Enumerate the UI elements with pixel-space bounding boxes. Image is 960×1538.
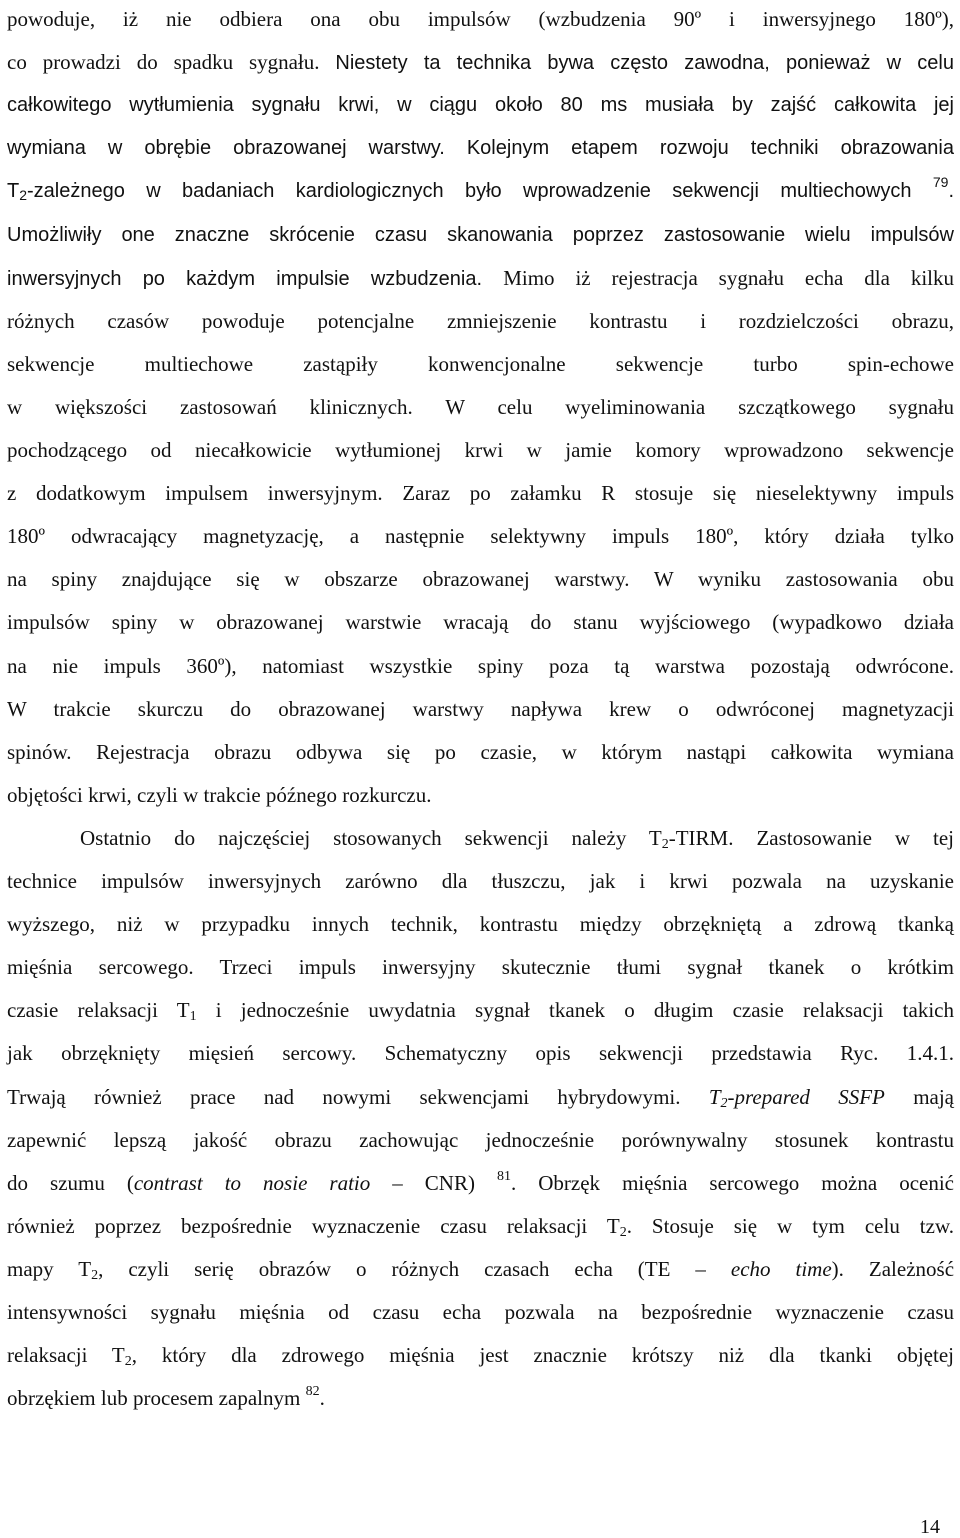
subscript: 2 [91, 1267, 99, 1283]
text-run: jak obrzęknięty mięsień sercowy. Schematyczny opis sekwencji przedstawia Ryc. 1.4.1. [7, 1041, 954, 1066]
text-run: mapy T [7, 1256, 92, 1281]
text-line [7, 609, 954, 649]
subscript: 2 [19, 187, 28, 204]
text-line [7, 739, 954, 779]
subscript: 2 [619, 1224, 627, 1240]
text-run: echo time [730, 1256, 832, 1281]
text-line [7, 1084, 954, 1124]
text-run: – CNR) [370, 1170, 497, 1195]
text-run: różnych czasów powoduje potencjalne zmniejszenie kontrastu i rozdzielczości obrazu, [7, 308, 954, 333]
text-run: sekwencje multiechowe zastąpiły konwencjonalne sekwencje turbo spin-echowe [7, 351, 954, 376]
text-line [7, 308, 954, 348]
text-run: . Stosuje się w tym celu tzw. [626, 1213, 954, 1238]
text-line [7, 6, 954, 46]
citation-superscript: 79 [932, 174, 949, 191]
subscript: 2 [661, 836, 669, 852]
text-run: -prepared SSFP [727, 1084, 885, 1109]
text-run: inwersyjnych po każdym impulsie wzbudzenia. [7, 267, 504, 290]
text-line [7, 92, 954, 132]
text-line [7, 222, 954, 262]
text-line [7, 480, 954, 520]
text-run: technice impulsów inwersyjnych zarówno dla tłuszczu, jak i krwi pozwala na uzyskanie [7, 869, 954, 893]
text-line [7, 1040, 954, 1080]
text-run: Niestety ta technika bywa często zawodna, ponieważ w celu [335, 52, 954, 75]
text-run: całkowitego wytłumienia sygnału krwi, w ciągu około 80 ms musiała by zajść całkowita jej [7, 94, 954, 117]
text-run: pochodzącego od niecałkowicie wytłumionej krwi w jamie komory wprowadzono sekwencje [7, 438, 954, 462]
subscript: 1 [189, 1009, 197, 1025]
text-run: T [7, 180, 20, 203]
text-line [7, 1127, 954, 1167]
text-run: intensywności sygnału mięśnia od czasu echa pozwala na bezpośrednie wyznaczenie czasu [7, 1300, 954, 1324]
text-run: Ostatnio do najczęściej stosowanych sekwencji należy T [80, 825, 662, 850]
text-run: zapewnić lepszą jakość obrazu zachowując jednocześnie porównywalny stosunek kontrastu [7, 1127, 954, 1152]
subscript: 2 [124, 1354, 132, 1370]
text-run: . Obrzęk mięśnia sercowego można ocenić [510, 1170, 954, 1195]
text-run: i jednocześnie uwydatnia sygnał tkanek o długim czasie relaksacji takich [196, 998, 954, 1023]
text-run: , który dla zdrowego mięśnia jest znacznie krótszy niż dla tkanki objętej [131, 1343, 954, 1368]
text-line [7, 394, 954, 434]
text-run: . [319, 1386, 325, 1411]
text-run: 180º odwracający magnetyzację, a następnie selektywny impuls 180º, który działa tylko [7, 524, 954, 549]
text-line [7, 437, 954, 477]
text-line [7, 1170, 954, 1210]
text-run: mają [884, 1084, 955, 1109]
text-line [7, 997, 954, 1037]
text-line [7, 954, 954, 994]
text-run: . [948, 180, 954, 203]
text-run: co prowadzi do spadku sygnału. [7, 50, 336, 75]
text-run: z dodatkowym impulsem inwersyjnym. Zaraz po załamku R stosuje się nieselektywny impuls [7, 481, 954, 506]
text-run: na nie impuls 360º), natomiast wszystkie spiny poza tą warstwa pozostają odwrócone. [7, 653, 954, 678]
text-run: relaksacji T [7, 1343, 125, 1368]
page-number: 14 [920, 1516, 940, 1538]
text-line [7, 49, 954, 89]
text-line [7, 1213, 954, 1253]
text-line [7, 868, 954, 908]
text-run: impulsów spiny w obrazowanej warstwie wracają do stanu wyjściowego (wypadkowo działa [7, 610, 954, 635]
text-run: wyższego, niż w przypadku innych technik, kontrastu między obrzękniętą a zdrową tkanką [7, 912, 954, 937]
text-run: mięśnia sercowego. Trzeci impuls inwersyjny skutecznie tłumi sygnał tkanek o krótkim [7, 955, 954, 980]
citation-superscript: 82 [305, 1384, 320, 1400]
text-run: do szumu ( [7, 1170, 134, 1195]
text-run: Mimo iż rejestracja sygnału echa dla kilku [503, 265, 954, 290]
text-run: ). Zależność [831, 1256, 955, 1281]
text-line [7, 1342, 954, 1382]
text-run: Umożliwiły one znaczne skrócenie czasu skanowania poprzez zastosowanie wielu impulsów [7, 223, 954, 246]
text-line [7, 696, 954, 736]
text-run: również poprzez bezpośrednie wyznaczenie czasu relaksacji T [7, 1213, 620, 1238]
text-run: Trwają również prace nad nowymi sekwencjami hybrydowymi. [7, 1084, 709, 1109]
text-line [7, 782, 954, 822]
text-run: contrast to nosie ratio [133, 1170, 371, 1195]
text-run: wymiana w obrębie obrazowanej warstwy. Kolejnym etapem rozwoju techniki obrazowania [7, 137, 954, 160]
text-line [7, 1256, 954, 1296]
text-line [7, 135, 954, 175]
text-line [7, 265, 954, 305]
text-run: obrzękiem lub procesem zapalnym [7, 1386, 306, 1411]
text-run: w większości zastosowań klinicznych. W celu wyeliminowania szczątkowego sygnału [7, 394, 954, 419]
text-run: spinów. Rejestracja obrazu odbywa się po czasie, w którym nastąpi całkowita wymiana [7, 739, 954, 764]
text-line [7, 1385, 954, 1425]
text-run: , czyli serię obrazów o różnych czasach echa (TE – [98, 1256, 731, 1281]
text-line [7, 911, 954, 951]
text-line [80, 825, 954, 865]
citation-superscript: 81 [496, 1168, 511, 1184]
text-line [7, 523, 954, 563]
text-line [7, 1299, 954, 1339]
text-run: na spiny znajdujące się w obszarze obrazowanej warstwy. W wyniku zastosowania obu [7, 567, 954, 592]
text-run: -TIRM. Zastosowanie w tej [668, 825, 954, 850]
text-run: W trakcie skurczu do obrazowanej warstwy napływa krew o odwróconej magnetyzacji [7, 696, 954, 721]
text-line [7, 351, 954, 391]
text-line [7, 174, 954, 218]
text-run: -zależnego w badaniach kardiologicznych było wprowadzenie sekwencji multiechowych [27, 180, 933, 203]
text-run: powoduje, iż nie odbiera ona obu impulsów (wzbudzenia 90º i inwersyjnego 180º), [7, 7, 954, 31]
subscript: 2 [720, 1095, 728, 1111]
text-line [7, 566, 954, 606]
text-run: objętości krwi, czyli w trakcie późnego rozkurczu. [7, 782, 432, 807]
text-run: T [708, 1084, 721, 1109]
text-run: czasie relaksacji T [7, 998, 190, 1023]
text-line [7, 653, 954, 693]
